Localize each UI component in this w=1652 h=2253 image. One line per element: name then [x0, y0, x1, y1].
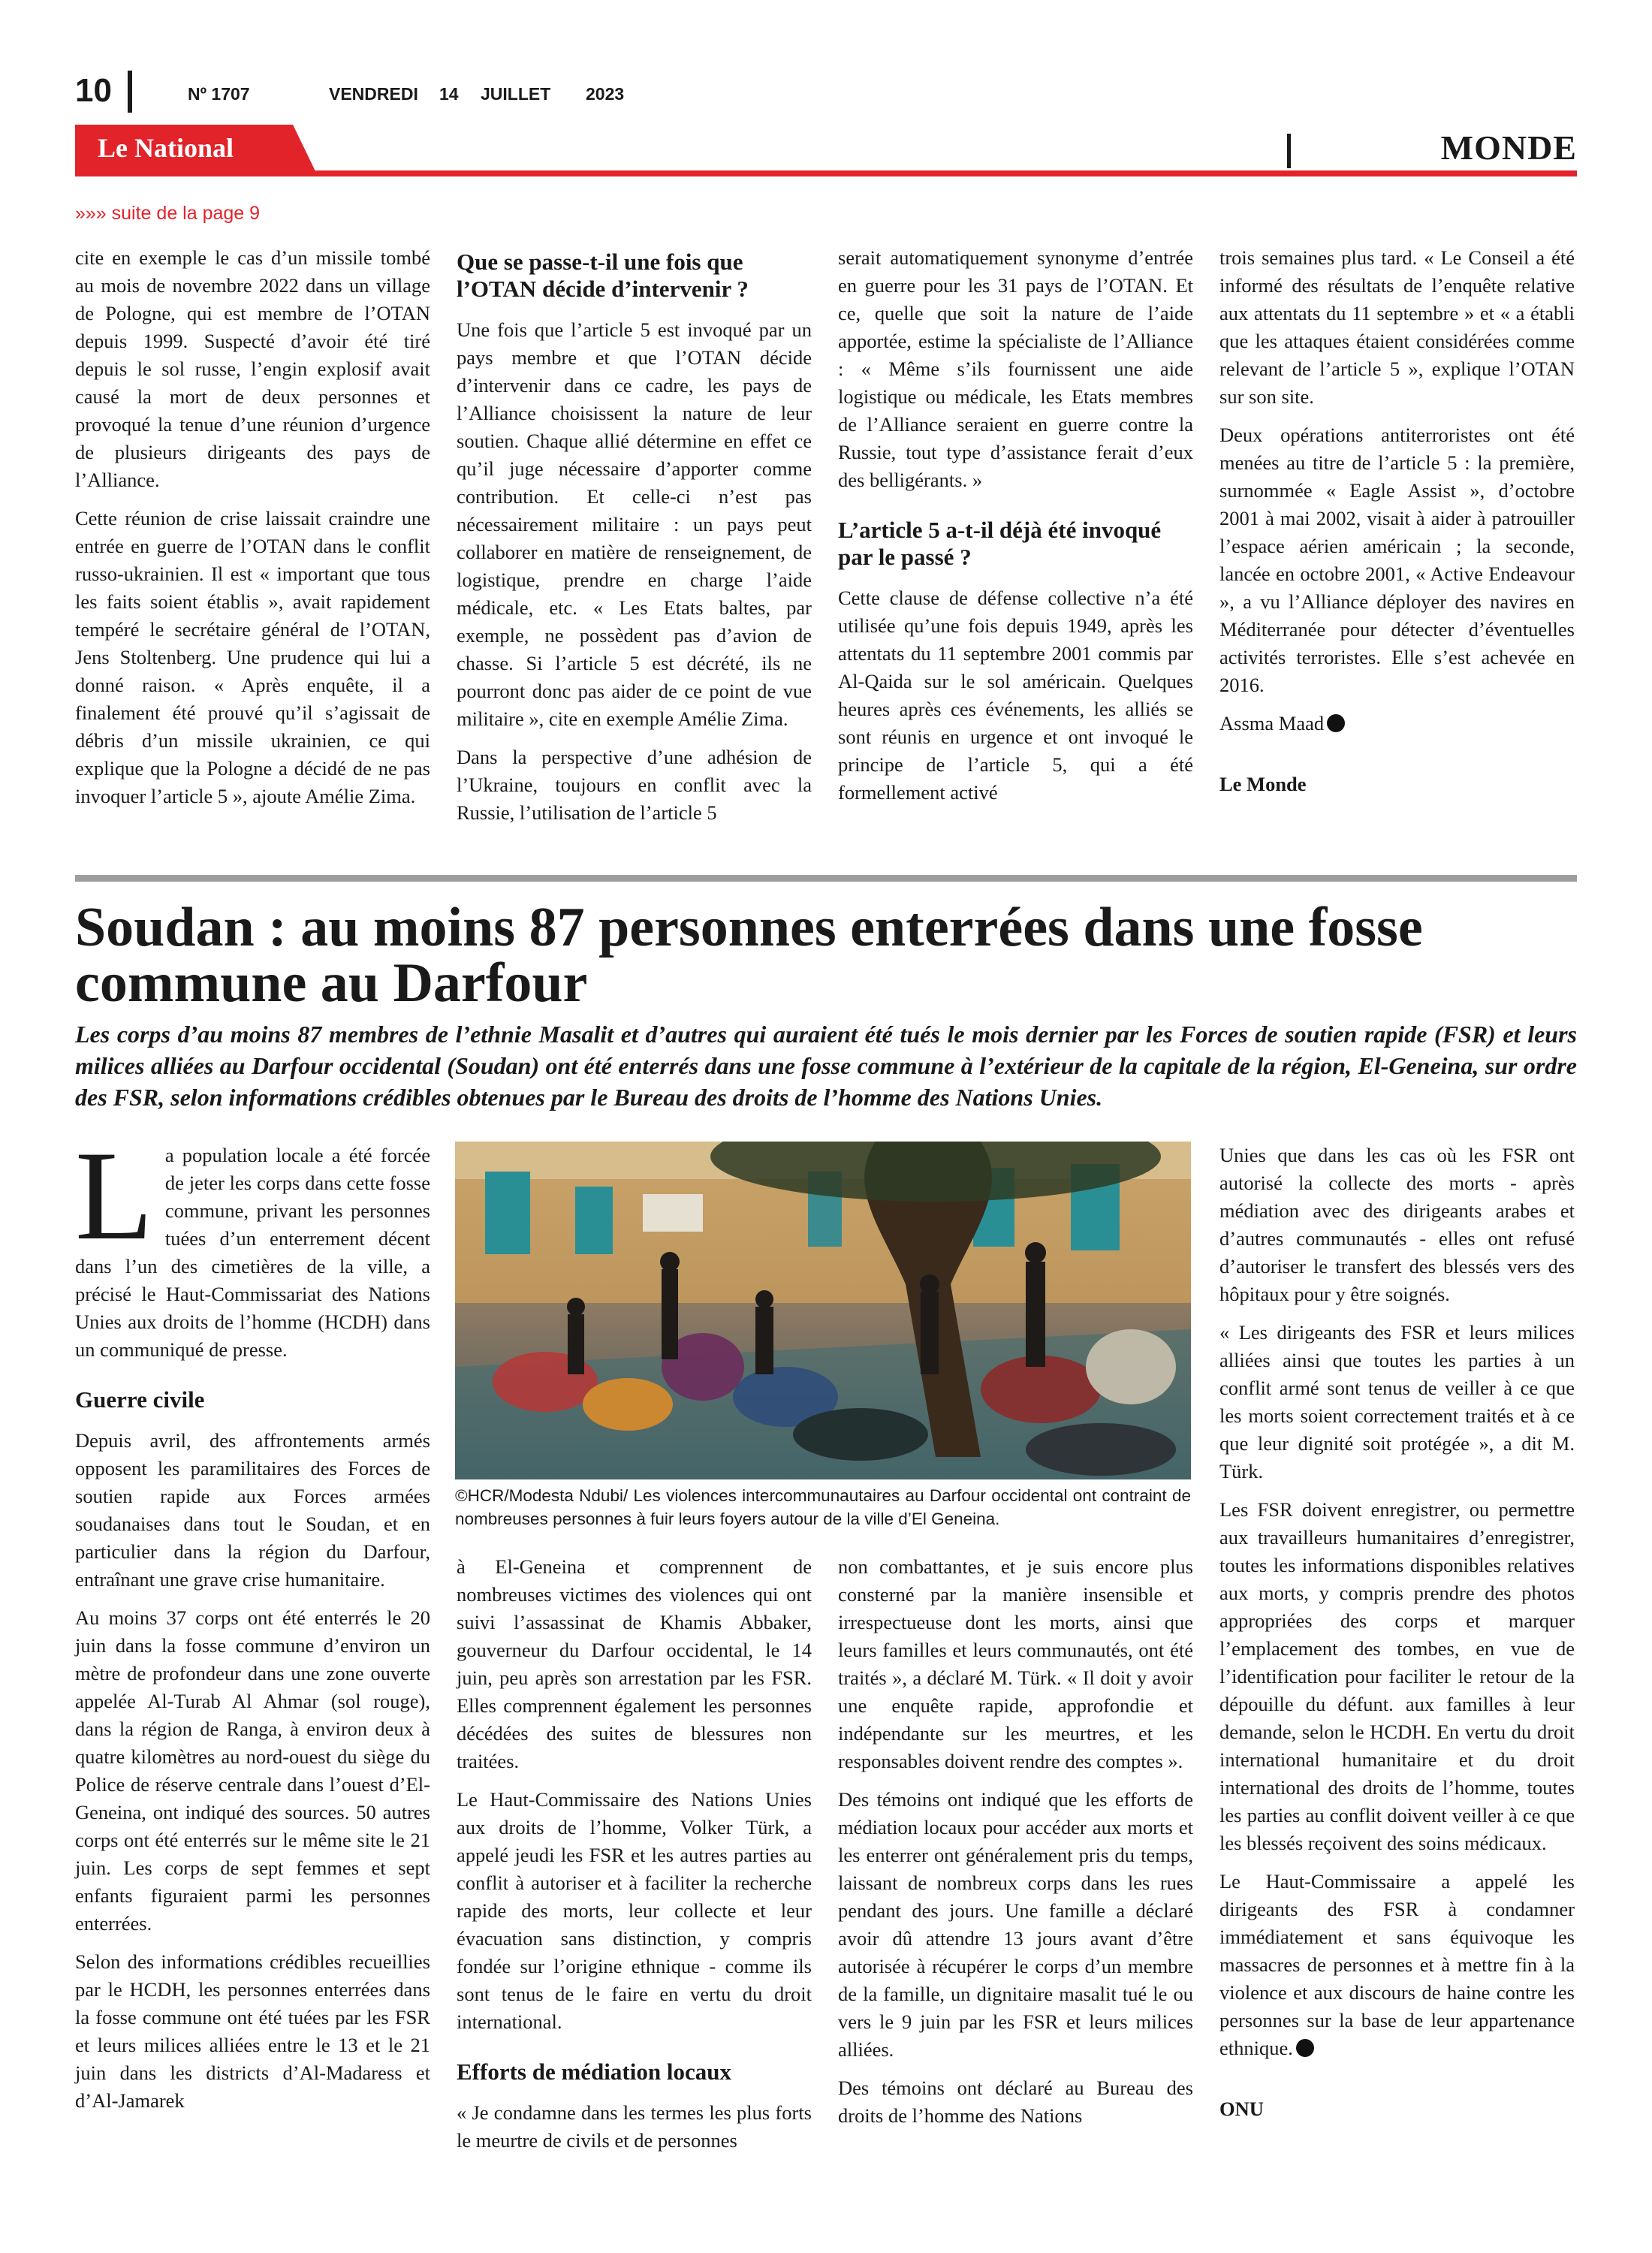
paragraph: Depuis avril, des affrontements armés opposent les paramilitaires des Forces de soutien rapide aux Forces armées soudanaises dans tout le Soudan, et en particulier dans la région du Darfour, entraînant une grave crise humanitaire. — [75, 1429, 430, 1591]
paragraph-last — [1219, 1868, 1575, 2062]
top-article-column-2 — [457, 244, 812, 837]
issue-date: 14 — [439, 84, 459, 104]
paragraph-text: Le Haut-Commissaire a appelé les dirigeants des FSR à condamner immédiatement et sans équivoque les massacres de personnes et à mettre fin à la violence et aux discours de haine contre les personnes sur la base de leur appartenance ethnique. — [1219, 1870, 1575, 2059]
intro-paragraph — [75, 1125, 430, 1364]
paragraph: Cette réunion de crise laissait craindre une entrée en guerre de l’OTAN dans le conflit russo-ukrainien. Il est « important que tous les faits soient établis », avait rapidement tempéré le secrétaire général de l’OTAN, Jens Stoltenberg. Une prudence qui lui a donné raison. « Après enquête, il a finalement été prouvé qu’il s’agissait de débris d’un missile ukrainien, ce qui explique que la Pologne a décidé de ne pas invoquer l’article 5 », ajoute Amélie Zima. — [75, 507, 430, 807]
source-credit: ONU — [1219, 2098, 1264, 2120]
paragraph: Les FSR doivent enregistrer, ou permettre aux travailleurs humanitaires d’enregistrer, toutes les informations disponibles relatives aux morts, y compris prendre des photos appropriées des corps et marquer l’emplacement des tombes, en vue de l’identification pour faciliter le retour de la dépouille du défunt. aux familles à leur demande, selon le HCDH. En vertu du droit international humanitaire et du droit international des droits de l’homme, toutes les parties au conflit doivent veiller à ce que les blessés reçoivent des soins médicaux. — [1219, 1498, 1575, 1854]
paragraph: Selon des informations crédibles recueillies par le HCDH, les personnes enterrées dans la fosse commune ont été tuées par les FSR et leurs milices alliées entre le 13 et le 21 juin dans les districts d’Al-Madaress et d’Al-Jamarek — [75, 1950, 430, 2112]
article-divider — [75, 875, 1577, 882]
main-article-column-1 — [75, 1125, 430, 2125]
main-article-column-2 — [457, 1553, 812, 2165]
paragraph: Au moins 37 corps ont été enterrés le 20 juin dans la fosse commune d’environ un mètre de profondeur dans une zone ouverte appelée Al-Turab Al Ahmar (sol rouge), dans la région de Ranga, à environ deux à quatre kilomètres au nord-ouest du siège du Police de réserve centrale dans l’ouest d’El-Geneina, ont indiqué des sources. 50 autres corps ont été enterrés sur le même site le 21 juin. Les corps de sept femmes et sept enfants figuraient parmi les personnes enterrées. — [75, 1606, 430, 1935]
paragraph: Dans la perspective d’une adhésion de l’Ukraine, toujours en conflit avec la Russie, l’utilisation de l’article 5 — [457, 746, 812, 824]
issue-year: 2023 — [586, 84, 625, 104]
paragraph: « Je condamne dans les termes les plus forts le meurtre de civils et de personnes — [457, 2101, 812, 2152]
top-article-column-4 — [1219, 244, 1575, 809]
photo-caption: ©HCR/Modesta Ndubi/ Les violences intercommunautaires au Darfour occidental ont contraint de nombreuses personnes à fuir leurs foyers autour de la ville d’El Geneina. — [455, 1486, 1191, 1528]
brand-logo: Le National — [98, 133, 234, 163]
paragraph: serait automatiquement synonyme d’entrée en guerre pour les 31 pays de l’OTAN. Et ce, quelle que soit la nature de l’aide apportée, estime la spécialiste de l’Alliance : « Même s’ils fournissent une aide logistique ou médicale, les Etats membres de l’Alliance seraient en guerre contre la Russie, tout type d’assistance ferait d’eux des belligérants. » — [838, 246, 1193, 491]
issue-month: JUILLET — [481, 84, 551, 104]
main-article-column-3 — [838, 1553, 1193, 2140]
subheading: Que se passe-t-il une fois que l’OTAN décide d’intervenir ? — [457, 249, 749, 302]
subheading: Efforts de médiation locaux — [457, 2058, 731, 2085]
paragraph: trois semaines plus tard. « Le Conseil a été informé des résultats de l’enquête relative aux attentats du 11 septembre » et « a établi que les attaques étaient considérées comme relevant de l’article 5 », explique l’OTAN sur son site. — [1219, 246, 1575, 408]
continuation-note: »»» suite de la page 9 — [75, 203, 261, 224]
issue-day: VENDREDI — [329, 84, 418, 104]
author: Assma Maad — [1219, 712, 1325, 734]
paragraph: Le Haut-Commissaire des Nations Unies aux droits de l’homme, Volker Türk, a appelé jeudi les FSR et les autres parties au conflit à autoriser et à faciliter la recherche rapide des morts, leur collecte et leur évacuation sans distinction, y compris fondée sur l’origine ethnique - comme ils sont tenus de le faire en vertu du droit international. — [457, 1788, 812, 2033]
issue-number: Nº 1707 — [188, 84, 250, 104]
paragraph: Unies que dans les cas où les FSR ont autorisé la collecte des morts - après médiation avec des dirigeants arabes et d’autres communautés - elles ont refusé d’autoriser le transfert des blessés vers des hôpitaux pour y être soignés. — [1219, 1144, 1575, 1305]
standfirst: Les corps d’au moins 87 membres de l’ethnie Masalit et d’autres qui auraient été tués le mois dernier par les Forces de soutien rapide (FSR) et leurs milices alliées au Darfour occidental (Soudan) ont été enterrés dans une fosse commune à l’extérieur de la capitale de la région, El-Geneina, sur ordre des FSR, selon informations crédibles obtenues par le Bureau des droits de l’homme des Nations Unies. — [75, 1021, 1577, 1111]
section-title: MONDE — [1440, 128, 1577, 167]
intro-text: a population locale a été forcée de jeter les corps dans cette fosse commune, privant les personnes tuées d’un enterrement décent dans l’un des cimetières de la ville, a précisé le Haut-Commissariat des Nations Unies aux droits de l’homme (HCDH) dans un communiqué de presse. — [75, 1144, 430, 1361]
paragraph: Une fois que l’article 5 est invoqué par un pays membre et que l’OTAN décide d’intervenir dans ce cadre, les pays de l’Alliance choisissent la nature de leur soutien. Chaque allié détermine en effet ce qu’il juge nécessaire d’apporter comme contribution. Et celle-ci n’est pas nécessairement militaire : un pays peut collaborer en matière de renseignement, de logistique, prendre en charge l’aide médicale, etc. « Les Etats baltes, par exemple, ne possèdent pas d’avion de chasse. Si l’article 5 est décrété, ils ne pourront donc pas aider de ce point de vue militaire », cite en exemple Amélie Zima. — [457, 318, 812, 730]
paragraph: Des témoins ont déclaré au Bureau des droits de l’homme des Nations — [838, 2077, 1193, 2127]
paragraph: Cette clause de défense collective n’a été utilisée qu’une fois depuis 1949, après les attentats du 11 septembre 2001 commis par Al-Qaida sur le sol américain. Quelques heures après ces événements, les alliés se sont réunis en urgence et ont invoqué le principe de l’article 5, qui a été formellement activé — [838, 587, 1193, 804]
paragraph: non combattantes, et je suis encore plus consterné par la manière insensible et irrespectueuse dont les morts, ainsi que leurs familles et leurs communautés, ont été traités », a déclaré M. Türk. « Il doit y avoir une enquête rapide, approfondie et indépendante sur les meurtres, et les responsables doivent rendre des comptes ». — [838, 1555, 1193, 1772]
section-separator — [1287, 134, 1291, 168]
paragraph: Deux opérations antiterroristes ont été menées au titre de l’article 5 : la première, surnommée « Eagle Assist », d’octobre 2001 à mai 2002, visait à aider à patrouiller l’espace aérien américain ; la seconde, lancée en octobre 2001, « Active Endeavour », a vu l’Alliance déployer des navires en Méditerranée pour détecter d’éventuelles activités terroristes. Elle s’est achevée en 2016. — [1219, 424, 1575, 696]
end-mark-icon — [1327, 714, 1345, 732]
paragraph: cite en exemple le cas d’un missile tombé au mois de novembre 2022 dans un village de Pologne, qui est membre de l’OTAN depuis 1999. Suspecté d’avoir été tiré depuis le sol russe, l’engin explosif avait causé la mort de deux personnes et provoqué la tenue d’une réunion d’urgence de plusieurs dirigeants des pays de l’Alliance. — [75, 246, 430, 491]
headline: Soudan : au moins 87 personnes enterrées dans une fosse commune au Darfour — [75, 897, 1423, 1014]
article-photo — [455, 1142, 1191, 1479]
paragraph: « Les dirigeants des FSR et leurs milices alliées ainsi que toutes les parties à un conflit armé sont tenus de veiller à ce que les morts soient correctement traités et à ce que leur dignité soit protégée », a dit M. Türk. — [1219, 1321, 1575, 1482]
dropcap: L — [75, 1125, 153, 1266]
paragraph: Des témoins ont indiqué que les efforts de médiation locaux pour accéder aux morts et les enterrer ont généralement pris du temps, laissant de nombreux corps dans les rues pendant des jours. Une famille a déclaré avoir dû attendre 13 jours avant d’être autorisée à récupérer le corps d’un membre de la famille, un dignitaire masalit tué le ou vers le 9 juin par les FSR et leurs milices alliées. — [838, 1788, 1193, 2061]
paragraph: à El-Geneina et comprennent de nombreuses victimes des violences qui ont suivi l’assassinat de Khamis Abbaker, gouverneur du Darfour occidental, le 14 juin, peu après son arrestation par les FSR. Elles comprennent également les personnes décédées des suites de blessures non traitées. — [457, 1555, 812, 1772]
top-article-column-3 — [838, 244, 1193, 817]
page-number: 10 — [75, 72, 112, 109]
subheading: L’article 5 a-t-il déjà été invoqué par le passé ? — [838, 517, 1162, 570]
subheading: Guerre civile — [75, 1386, 205, 1413]
main-article-column-4 — [1219, 1142, 1575, 2134]
header-separator — [128, 71, 132, 113]
end-mark-icon — [1296, 2039, 1314, 2057]
header-rule — [75, 170, 1577, 176]
author-line — [1219, 710, 1575, 737]
top-article-column-1 — [75, 244, 430, 821]
source-credit: Le Monde — [1219, 773, 1307, 795]
